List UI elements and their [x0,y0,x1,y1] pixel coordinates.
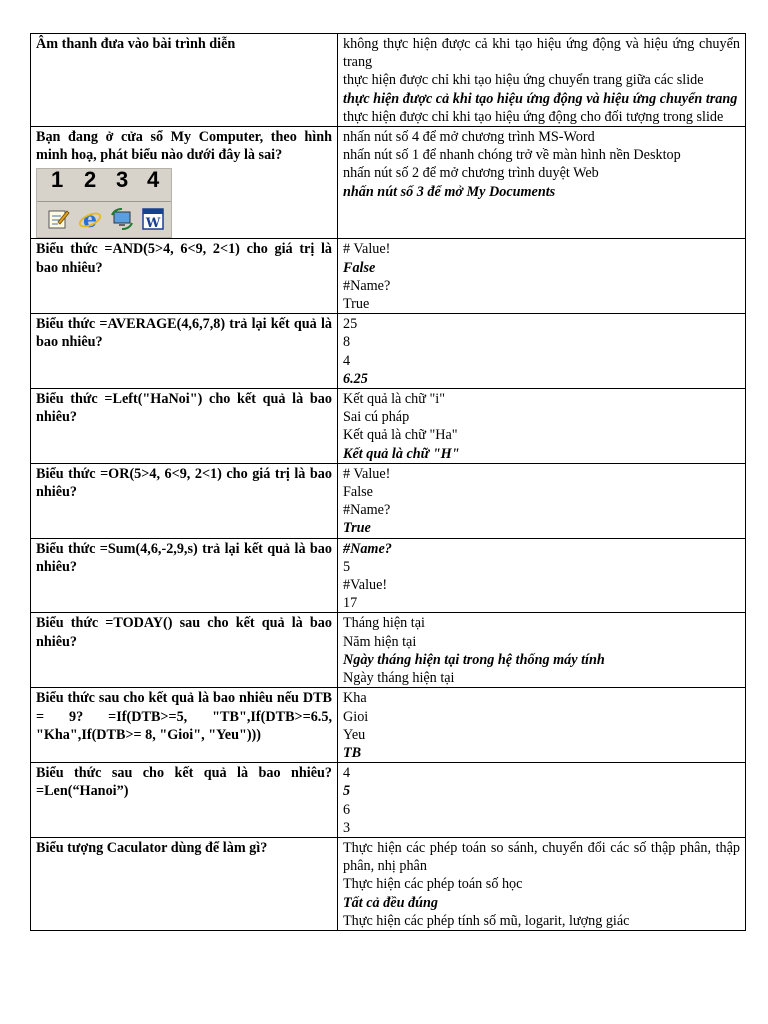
toolbar-number: 4 [147,167,160,193]
correct-answer: 6.25 [343,370,368,387]
answers-cell [338,613,746,688]
answer-option: Tháng hiện tại [343,615,425,632]
table-row [31,837,746,930]
table-row [31,613,746,688]
table-row [31,127,746,239]
answer-option: 4 [343,352,351,369]
desktop-refresh-icon [110,207,134,231]
answer-option: False [343,484,373,501]
answer-option: 3 [343,819,351,836]
correct-answer: Kết quả là chữ "H" [343,445,460,462]
question-cell [31,34,338,127]
question-text: Biểu thức =AND(5>4, 6<9, 2<1) cho giá trị là bao nhiêu? [36,241,332,276]
question-cell [31,239,338,314]
question-cell [31,389,338,464]
correct-answer: Tất cả đều đúng [343,894,438,911]
answer-option: #Name? [343,277,391,294]
question-text: Âm thanh đưa vào bài trình diễn [36,36,236,52]
svg-text:W: W [145,216,161,232]
answer-option: Năm hiện tại [343,633,417,650]
question-cell [31,688,338,763]
internet-explorer-icon [78,207,102,231]
quiz-table [30,33,746,931]
answers-cell [338,763,746,838]
question-text: Bạn đang ở cửa sổ My Computer, theo hình minh hoạ, phát biểu nào dưới đây là sai? [36,129,332,164]
answer-option: #Value! [343,577,388,594]
answer-option: không thực hiện được cả khi tạo hiệu ứng động và hiệu ứng chuyển trang [343,36,740,71]
answer-option: Kha [343,690,367,707]
answer-option: Kết quả là chữ "Ha" [343,427,458,444]
question-cell [31,613,338,688]
svg-text:e: e [83,207,97,232]
correct-answer: Ngày tháng hiện tại trong hệ thống máy tính [343,651,605,668]
correct-answer: thực hiện được cả khi tạo hiệu ứng động và hiệu ứng chuyển trang [343,90,738,107]
answer-option: nhấn nút số 1 để nhanh chóng trở về màn hình nền Desktop [343,147,681,164]
question-cell [31,127,338,239]
question-text: Biểu thức =OR(5>4, 6<9, 2<1) cho giá trị là bao nhiêu? [36,465,332,501]
toolbar-number: 1 [51,167,64,193]
toolbar-number: 3 [116,167,129,193]
answer-option: Gioi [343,708,369,725]
question-cell [31,763,338,838]
toolbar-illustration [36,168,172,238]
table-row [31,239,746,314]
question-text: Biểu thức =Sum(4,6,-2,9,s) trả lại kết quả là bao nhiêu? [36,540,332,575]
answer-option: Yeu [343,726,366,743]
table-row [31,314,746,389]
question-text: Biểu thức =Left("HaNoi") cho kết quả là bao nhiêu? [36,391,332,426]
table-row [31,538,746,613]
table-row [31,763,746,838]
correct-answer: 5 [343,783,351,800]
answers-cell [338,688,746,763]
question-text: Biểu tượng Caculator dùng để làm gì? [36,839,268,856]
correct-answer: nhấn nút số 3 để mở My Documents [343,183,556,200]
answer-option: Kết quả là chữ "i" [343,391,446,408]
toolbar-number: 2 [84,167,97,193]
answer-option: nhấn nút số 4 để mở chương trình MS-Word [343,129,595,146]
toolbar-separator [37,201,171,202]
answer-option: nhấn nút số 2 để mở chương trình duyệt Web [343,165,599,182]
question-text: Biểu thức =TODAY() sau cho kết quả là bao nhiêu? [36,615,332,650]
question-text: Biểu thức sau cho kết quả là bao nhiêu nếu DTB = 9? =If(DTB>=5, "TB",If(DTB>=6.5, "Kha",If(DTB>= 8, "Gioi", "Yeu"))) [36,690,332,743]
answer-option: Thực hiện các phép tính số mũ, logarit, lượng giác [343,912,630,929]
answer-option: 25 [343,316,358,333]
correct-answer: #Name? [343,540,392,557]
answer-option: thực hiện được chỉ khi tạo hiệu ứng động cho đối tượng trong slide [343,108,724,125]
answer-option: True [343,296,370,313]
table-row [31,463,746,538]
answer-option: # Value! [343,241,391,258]
answer-option: Sai cú pháp [343,409,410,426]
answer-option: #Name? [343,502,391,519]
question-cell [31,837,338,930]
answers-cell [338,34,746,127]
answers-cell [338,314,746,389]
answers-cell [338,463,746,538]
answer-option: Thực hiện các phép toán số học [343,876,523,893]
answer-option: 6 [343,801,351,818]
table-row [31,389,746,464]
answers-cell [338,127,746,239]
answer-option: # Value! [343,465,391,482]
answer-option: 17 [343,595,358,612]
answers-cell [338,538,746,613]
quiz-table-body [31,34,746,931]
correct-answer: True [343,520,371,537]
answer-option: 4 [343,765,351,782]
correct-answer: False [343,259,376,276]
answers-cell [338,239,746,314]
answer-option: 8 [343,334,351,351]
table-row [31,688,746,763]
correct-answer: TB [343,744,362,761]
question-cell [31,314,338,389]
word-icon [141,207,165,231]
edit-note-icon [46,207,70,231]
question-text: Biểu thức =AVERAGE(4,6,7,8) trả lại kết quả là bao nhiêu? [36,316,332,351]
answer-option: thực hiện được chỉ khi tạo hiệu ứng chuyển trang giữa các slide [343,72,704,89]
question-cell [31,463,338,538]
answers-cell [338,837,746,930]
answer-option: Ngày tháng hiện tại [343,670,455,687]
table-row [31,34,746,127]
answer-option: Thực hiện các phép toán so sánh, chuyển đổi các số thập phân, thập phân, nhị phân [343,839,740,875]
question-text: Biểu thức sau cho kết quả là bao nhiêu? =Len(“Hanoi”) [36,765,332,800]
answers-cell [338,389,746,464]
answer-option: 5 [343,558,351,575]
question-cell [31,538,338,613]
